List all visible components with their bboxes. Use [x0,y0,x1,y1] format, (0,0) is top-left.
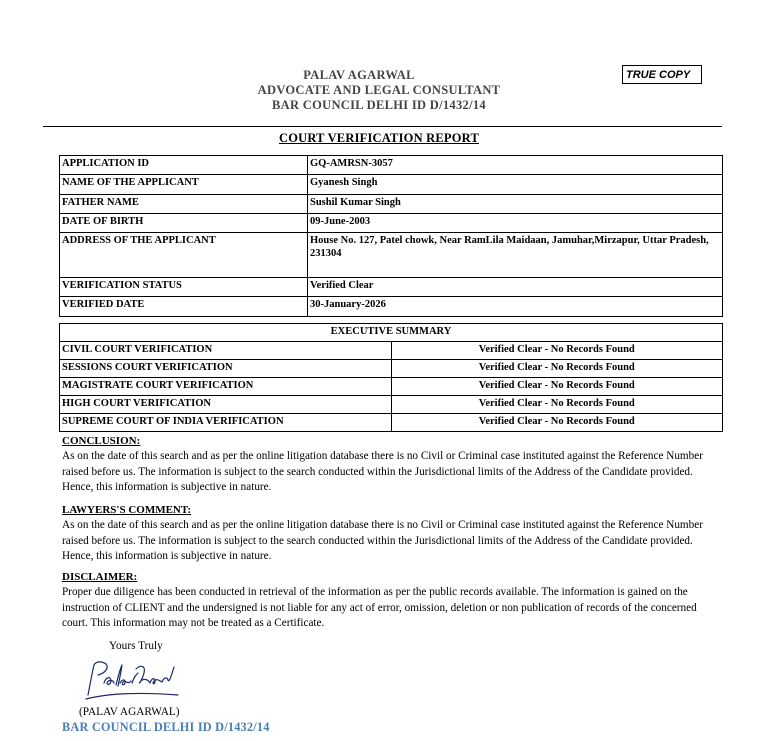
detail-value: 09-June-2003 [308,214,723,233]
lawyers-comment-text: As on the date of this search and as per the online litigation database there is no Civil or Criminal case instituted against the Reference Number raised before us. The information is subject to the search conducted within the Jurisdictional limits of the Address of the Candidate provided. Hence, this information is subjective in nature. [62,519,703,563]
disclaimer-section [62,570,712,632]
summary-label: HIGH COURT VERIFICATION [60,396,392,414]
conclusion-section [62,434,712,496]
detail-value: Verified Clear [308,278,723,297]
conclusion-text: As on the date of this search and as per the online litigation database there is no Civil or Criminal case instituted against the Reference Number raised before us. The information is subject to the search conducted within the Jurisdictional limits of the Address of the Candidate provided. Hence, this information is subjective in nature. [62,450,703,494]
table-row [60,278,723,297]
lawyers-comment-section [62,503,712,565]
table-row [60,342,723,360]
signature-icon [80,655,185,705]
detail-label: VERIFIED DATE [60,297,308,317]
table-row [60,214,723,233]
detail-value: GQ-AMRSN-3057 [308,156,723,175]
lawyers-comment-heading: LAWYERS'S COMMENT: [62,504,192,516]
detail-value: 30-January-2026 [308,297,723,317]
letterhead-council-id: BAR COUNCIL DELHI ID D/1432/14 [272,98,486,112]
table-row [60,175,723,195]
footer-council-id: BAR COUNCIL DELHI ID D/1432/14 [62,720,270,734]
closing-salutation: Yours Truly [109,640,163,652]
summary-value: Verified Clear - No Records Found [391,360,723,378]
disclaimer-text: Proper due diligence has been conducted in retrieval of the information as per the public records available. The information is gained on the instruction of CLIENT and the undersigned is not liable for any act of error, omission, deletion or non publication of records of the concerned court. This information may not be treated as a Certificate. [62,586,697,630]
summary-label: CIVIL COURT VERIFICATION [60,342,392,360]
table-row [60,360,723,378]
summary-heading: EXECUTIVE SUMMARY [60,324,723,342]
executive-summary-table [59,323,723,432]
detail-label: DATE OF BIRTH [60,214,308,233]
summary-value: Verified Clear - No Records Found [391,378,723,396]
table-row [60,297,723,317]
summary-label: SUPREME COURT OF INDIA VERIFICATION [60,414,392,432]
report-title: COURT VERIFICATION REPORT [279,131,479,145]
summary-label: MAGISTRATE COURT VERIFICATION [60,378,392,396]
summary-value: Verified Clear - No Records Found [391,342,723,360]
summary-label: SESSIONS COURT VERIFICATION [60,360,392,378]
detail-label: VERIFICATION STATUS [60,278,308,297]
header-divider [43,126,722,127]
signer-name: (PALAV AGARWAL) [79,706,180,718]
table-row [60,156,723,175]
disclaimer-heading: DISCLAIMER: [62,571,138,583]
detail-label: APPLICATION ID [60,156,308,175]
summary-value: Verified Clear - No Records Found [391,414,723,432]
detail-value: House No. 127, Patel chowk, Near RamLila Maidaan, Jamuhar,Mirzapur, Uttar Pradesh, 231304 [308,233,723,278]
detail-label: ADDRESS OF THE APPLICANT [60,233,308,278]
applicant-details-table [59,155,723,317]
table-row [60,195,723,214]
letterhead-title: ADVOCATE AND LEGAL CONSULTANT [257,83,501,97]
detail-value: Sushil Kumar Singh [308,195,723,214]
table-row [60,396,723,414]
table-row [60,378,723,396]
detail-value: Gyanesh Singh [308,175,723,195]
table-row [60,414,723,432]
detail-label: FATHER NAME [60,195,308,214]
conclusion-heading: CONCLUSION: [62,435,141,447]
letterhead-name: PALAV AGARWAL [303,68,415,82]
handwritten-signature [80,655,185,710]
table-row [60,233,723,278]
detail-label: NAME OF THE APPLICANT [60,175,308,195]
summary-value: Verified Clear - No Records Found [391,396,723,414]
table-row [60,324,723,342]
true-copy-stamp: TRUE COPY [622,65,702,84]
